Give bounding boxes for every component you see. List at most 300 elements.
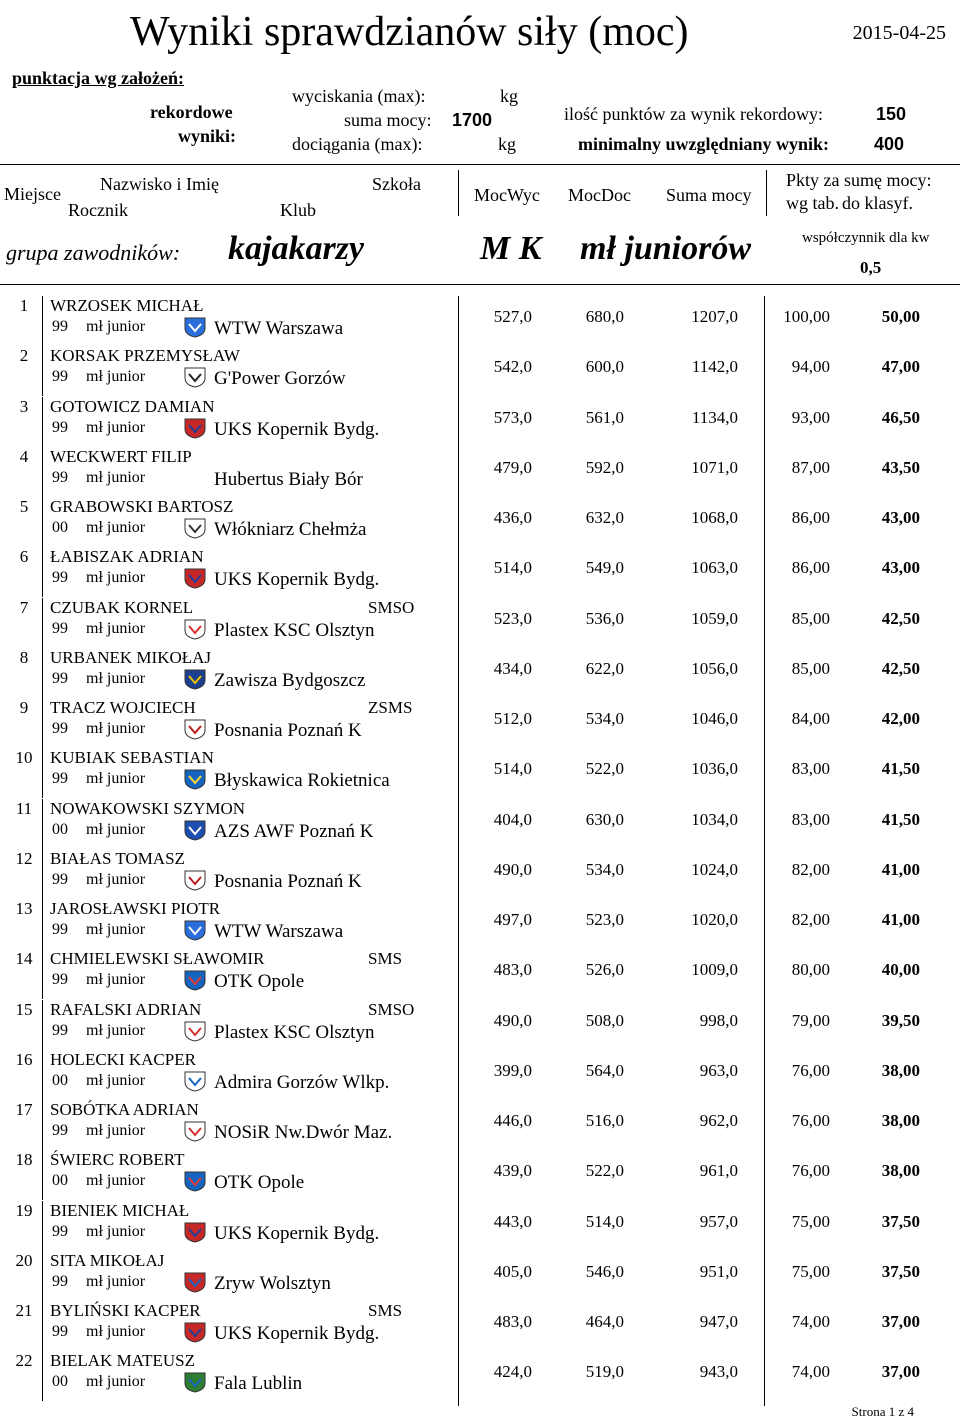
moc-doc-value: 561,0 bbox=[585, 407, 624, 427]
athlete-name: WRZOSEK MICHAŁ bbox=[50, 296, 204, 315]
group-divider bbox=[0, 284, 960, 285]
row-separator bbox=[42, 1000, 43, 1050]
points-do-klasyf: 39,50 bbox=[881, 1010, 920, 1030]
athlete-name: URBANEK MIKOŁAJ bbox=[50, 647, 212, 667]
athlete-name: SOBÓTKA ADRIAN bbox=[50, 1100, 199, 1119]
birth-year: 99 bbox=[52, 971, 68, 989]
moc-wyc-value: 479,0 bbox=[493, 457, 532, 477]
moc-doc-value: 516,0 bbox=[585, 1111, 624, 1130]
points-do-klasyf: 42,50 bbox=[881, 658, 920, 678]
dociagania-unit: kg bbox=[498, 134, 516, 154]
col-nazwisko: Nazwisko i Imię bbox=[100, 174, 219, 194]
suma-mocy-value: 1046,0 bbox=[691, 709, 738, 728]
points-wg-tab: 83,00 bbox=[791, 759, 830, 779]
athlete-name: JAROSŁAWSKI PIOTR bbox=[50, 899, 221, 918]
points-wg-tab: 75,00 bbox=[791, 1261, 830, 1281]
moc-wyc-value: 434,0 bbox=[493, 658, 532, 678]
rank: 11 bbox=[15, 798, 33, 818]
club-name: UKS Kopernik Bydg. bbox=[214, 1323, 380, 1344]
blyskawica-badge-icon bbox=[183, 768, 207, 790]
age-category: mł junior bbox=[86, 519, 146, 536]
age-category: mł junior bbox=[86, 368, 146, 386]
table-row bbox=[0, 1351, 960, 1401]
points-wg-tab: 76,00 bbox=[791, 1111, 830, 1130]
row-separator bbox=[42, 296, 43, 346]
athlete-name: ŁABISZAK ADRIAN bbox=[50, 547, 204, 567]
report-date: 2015-04-25 bbox=[852, 22, 946, 44]
age-category: mł junior bbox=[86, 418, 146, 436]
rank: 20 bbox=[15, 1250, 33, 1270]
header-separator bbox=[766, 170, 767, 216]
points-wg-tab: 80,00 bbox=[791, 960, 830, 980]
table-row bbox=[0, 899, 960, 949]
age-category: mł junior bbox=[86, 870, 146, 888]
rank: 14 bbox=[15, 949, 33, 969]
school: SMSO bbox=[368, 597, 415, 617]
moc-wyc-value: 497,0 bbox=[493, 910, 532, 929]
row-separator bbox=[42, 547, 43, 597]
rank: 8 bbox=[19, 647, 29, 667]
birth-year: 99 bbox=[52, 569, 68, 587]
moc-doc-value: 592,0 bbox=[585, 457, 624, 477]
table-row bbox=[0, 648, 960, 698]
points-do-klasyf: 41,00 bbox=[881, 859, 920, 879]
table-row bbox=[0, 1150, 960, 1200]
moc-wyc-value: 523,0 bbox=[493, 608, 532, 628]
moc-doc-value: 564,0 bbox=[585, 1060, 624, 1080]
rank: 2 bbox=[19, 346, 29, 366]
birth-year: 99 bbox=[52, 770, 68, 788]
table-row bbox=[0, 799, 960, 849]
rank: 7 bbox=[19, 597, 29, 617]
birth-year: 00 bbox=[52, 519, 68, 536]
athlete-name: BIELAK MATEUSZ bbox=[50, 1351, 195, 1371]
kopernik-emblem-icon bbox=[183, 567, 207, 589]
points-wg-tab: 74,00 bbox=[791, 1362, 830, 1382]
school: SMS bbox=[368, 1301, 403, 1320]
table-row bbox=[0, 1000, 960, 1050]
row-separator bbox=[42, 1150, 43, 1200]
points-do-klasyf: 37,50 bbox=[881, 1261, 920, 1281]
points-do-klasyf: 43,00 bbox=[881, 558, 920, 578]
col-suma-mocy: Suma mocy bbox=[666, 185, 752, 205]
suma-mocy-label: suma mocy: bbox=[344, 110, 432, 130]
table-row bbox=[0, 1301, 960, 1351]
row-separator bbox=[42, 1301, 43, 1351]
group-mk: M K bbox=[480, 230, 542, 267]
row-separator bbox=[42, 346, 43, 396]
club-name: Plastex KSC Olsztyn bbox=[214, 619, 375, 641]
table-row bbox=[0, 598, 960, 648]
gorzow-kayaker-icon bbox=[183, 366, 207, 388]
moc-wyc-value: 446,0 bbox=[493, 1111, 532, 1130]
age-category: mł junior bbox=[86, 1172, 146, 1190]
club-name: WTW Warszawa bbox=[214, 921, 344, 942]
birth-year: 99 bbox=[52, 368, 68, 386]
athlete-name: BYLIŃSKI KACPER bbox=[50, 1301, 201, 1320]
points-wg-tab: 85,00 bbox=[791, 658, 830, 678]
moc-wyc-value: 483,0 bbox=[493, 960, 532, 980]
club-name: UKS Kopernik Bydg. bbox=[214, 418, 380, 440]
birth-year: 99 bbox=[52, 1021, 68, 1039]
points-do-klasyf: 42,50 bbox=[881, 608, 920, 628]
plastex-kayak-icon bbox=[183, 618, 207, 640]
birth-year: 99 bbox=[52, 1122, 68, 1139]
posnania-badge-icon bbox=[183, 869, 207, 891]
rank: 18 bbox=[15, 1150, 33, 1170]
athlete-name: SITA MIKOŁAJ bbox=[50, 1250, 165, 1270]
moc-doc-value: 508,0 bbox=[585, 1010, 624, 1030]
moc-doc-value: 546,0 bbox=[585, 1261, 624, 1281]
moc-doc-value: 522,0 bbox=[585, 1161, 624, 1181]
suma-mocy-value: 1063,0 bbox=[691, 558, 738, 578]
page-number: Strona 1 z 4 bbox=[851, 1404, 914, 1419]
birth-year: 99 bbox=[52, 619, 68, 637]
rank: 17 bbox=[15, 1100, 33, 1119]
club-name: Zryw Wolsztyn bbox=[214, 1272, 331, 1294]
suma-mocy-value: 957,0 bbox=[699, 1211, 738, 1231]
suma-mocy-value: 998,0 bbox=[699, 1010, 738, 1030]
group-name: kajakarzy bbox=[228, 230, 364, 267]
punktacja-label: punktacja wg założeń: bbox=[12, 68, 184, 88]
rank: 10 bbox=[15, 748, 33, 768]
row-separator bbox=[42, 1201, 43, 1251]
club-name: Włókniarz Chełmża bbox=[214, 519, 367, 540]
athlete-name: NOWAKOWSKI SZYMON bbox=[50, 798, 246, 818]
group-age: mł juniorów bbox=[580, 230, 752, 267]
row-separator bbox=[42, 397, 43, 447]
wtw-shield-icon bbox=[183, 919, 207, 941]
suma-mocy-value: 1034,0 bbox=[691, 809, 738, 829]
points-do-klasyf: 43,50 bbox=[881, 457, 920, 477]
points-do-klasyf: 38,00 bbox=[881, 1161, 920, 1181]
moc-doc-value: 464,0 bbox=[585, 1312, 624, 1331]
moc-doc-value: 534,0 bbox=[585, 859, 624, 879]
club-name: Posnania Poznań K bbox=[214, 870, 362, 892]
suma-mocy-value: 962,0 bbox=[699, 1111, 738, 1130]
admira-kayaker-icon bbox=[183, 1070, 207, 1092]
points-wg-tab: 85,00 bbox=[791, 608, 830, 628]
rank: 22 bbox=[15, 1351, 33, 1371]
row-separator bbox=[42, 849, 43, 899]
club-name: Błyskawica Rokietnica bbox=[214, 770, 390, 792]
points-wg-tab: 86,00 bbox=[791, 508, 830, 527]
age-category: mł junior bbox=[86, 720, 146, 737]
row-separator bbox=[42, 648, 43, 698]
kopernik-emblem-icon bbox=[183, 1221, 207, 1243]
row-separator bbox=[42, 698, 43, 748]
moc-doc-value: 522,0 bbox=[585, 759, 624, 779]
moc-doc-value: 514,0 bbox=[585, 1211, 624, 1231]
column-separator bbox=[764, 296, 765, 1406]
birth-year: 00 bbox=[52, 1071, 68, 1089]
points-do-klasyf: 42,00 bbox=[881, 709, 920, 728]
suma-mocy-value: 1036,0 bbox=[691, 759, 738, 779]
points-wg-tab: 83,00 bbox=[791, 809, 830, 829]
points-do-klasyf: 47,00 bbox=[881, 357, 920, 377]
club-name: Hubertus Biały Bór bbox=[214, 468, 363, 490]
moc-wyc-value: 490,0 bbox=[493, 859, 532, 879]
rank: 16 bbox=[15, 1049, 33, 1069]
age-category: mł junior bbox=[86, 1021, 146, 1039]
suma-mocy-value: 1068,0 bbox=[691, 508, 738, 527]
suma-mocy-value: 1020,0 bbox=[691, 910, 738, 929]
rank: 21 bbox=[15, 1301, 33, 1320]
points-wg-tab: 74,00 bbox=[791, 1312, 830, 1331]
table-row bbox=[0, 1100, 960, 1150]
suma-mocy-value: 1700 bbox=[452, 110, 493, 130]
table-row bbox=[0, 497, 960, 547]
age-category: mł junior bbox=[86, 1222, 146, 1240]
header-divider bbox=[0, 164, 960, 165]
points-wg-tab: 76,00 bbox=[791, 1060, 830, 1080]
points-do-klasyf: 38,00 bbox=[881, 1111, 920, 1130]
table-row bbox=[0, 1201, 960, 1251]
school: SMSO bbox=[368, 999, 415, 1019]
moc-wyc-value: 514,0 bbox=[493, 558, 532, 578]
points-do-klasyf: 38,00 bbox=[881, 1060, 920, 1080]
rank: 12 bbox=[15, 848, 33, 868]
crossed-paddles-icon bbox=[183, 517, 207, 539]
birth-year: 99 bbox=[52, 418, 68, 436]
points-do-klasyf: 41,50 bbox=[881, 809, 920, 829]
school: ZSMS bbox=[368, 698, 413, 717]
moc-doc-value: 600,0 bbox=[585, 357, 624, 377]
age-category: mł junior bbox=[86, 1122, 146, 1139]
points-do-klasyf: 41,00 bbox=[881, 910, 920, 929]
rank: 13 bbox=[15, 899, 33, 918]
table-row bbox=[0, 547, 960, 597]
points-wg-tab: 100,00 bbox=[783, 307, 830, 326]
points-wg-tab: 82,00 bbox=[791, 910, 830, 929]
row-separator bbox=[42, 748, 43, 798]
suma-mocy-value: 1071,0 bbox=[691, 457, 738, 477]
moc-doc-value: 632,0 bbox=[585, 508, 624, 527]
club-name: OTK Opole bbox=[214, 971, 305, 993]
suma-mocy-value: 1059,0 bbox=[691, 608, 738, 628]
points-do-klasyf: 46,50 bbox=[881, 407, 920, 427]
zawisza-shield-icon bbox=[183, 668, 207, 690]
moc-doc-value: 680,0 bbox=[585, 307, 624, 326]
club-name: NOSiR Nw.Dwór Maz. bbox=[214, 1122, 393, 1143]
otk-badge-icon bbox=[183, 1170, 207, 1192]
col-klub: Klub bbox=[280, 200, 316, 220]
points-wg-tab: 76,00 bbox=[791, 1161, 830, 1181]
club-name: G'Power Gorzów bbox=[214, 368, 346, 390]
moc-wyc-value: 399,0 bbox=[493, 1060, 532, 1080]
group-label: grupa zawodników: bbox=[6, 240, 181, 265]
athlete-name: BIAŁAS TOMASZ bbox=[50, 848, 185, 868]
rank: 5 bbox=[19, 497, 29, 516]
fala-badge-icon bbox=[183, 1371, 207, 1393]
suma-mocy-value: 963,0 bbox=[699, 1060, 738, 1080]
club-name: UKS Kopernik Bydg. bbox=[214, 569, 380, 591]
minimalny-wynik-label: minimalny uwzględniany wynik: bbox=[578, 134, 830, 154]
age-category: mł junior bbox=[86, 971, 146, 989]
table-row bbox=[0, 1050, 960, 1100]
nosir-kayak-icon bbox=[183, 1120, 207, 1142]
birth-year: 99 bbox=[52, 870, 68, 888]
row-separator bbox=[42, 497, 43, 547]
plastex-kayak-icon bbox=[183, 1020, 207, 1042]
moc-doc-value: 622,0 bbox=[585, 658, 624, 678]
moc-wyc-value: 439,0 bbox=[493, 1161, 532, 1181]
rekordowe-label-1: rekordowe bbox=[150, 102, 233, 122]
birth-year: 99 bbox=[52, 921, 68, 938]
minimalny-wynik-value: 400 bbox=[874, 134, 905, 154]
rank: 19 bbox=[15, 1200, 33, 1220]
birth-year: 99 bbox=[52, 720, 68, 737]
posnania-badge-icon bbox=[183, 718, 207, 740]
moc-doc-value: 519,0 bbox=[585, 1362, 624, 1382]
table-row bbox=[0, 849, 960, 899]
moc-wyc-value: 483,0 bbox=[493, 1312, 532, 1331]
table-row bbox=[0, 447, 960, 497]
rank: 1 bbox=[19, 296, 29, 315]
wyciskania-label: wyciskania (max): bbox=[292, 86, 426, 106]
club-name: WTW Warszawa bbox=[214, 318, 344, 339]
age-category: mł junior bbox=[86, 1373, 146, 1391]
row-separator bbox=[42, 1100, 43, 1150]
athlete-name: GRABOWSKI BARTOSZ bbox=[50, 497, 234, 516]
suma-mocy-value: 1024,0 bbox=[691, 859, 738, 879]
row-separator bbox=[42, 447, 43, 497]
age-category: mł junior bbox=[86, 1272, 146, 1290]
points-wg-tab: 94,00 bbox=[791, 357, 830, 377]
zryw-shield-icon bbox=[183, 1271, 207, 1293]
moc-doc-value: 536,0 bbox=[585, 608, 624, 628]
athlete-name: CZUBAK KORNEL bbox=[50, 597, 194, 617]
moc-wyc-value: 490,0 bbox=[493, 1010, 532, 1030]
ilosc-punktow-value: 150 bbox=[876, 104, 907, 124]
points-do-klasyf: 43,00 bbox=[881, 508, 920, 527]
col-mocdoc: MocDoc bbox=[568, 185, 631, 205]
age-category: mł junior bbox=[86, 820, 146, 838]
table-row bbox=[0, 748, 960, 798]
col-rocznik: Rocznik bbox=[68, 200, 128, 220]
points-wg-tab: 82,00 bbox=[791, 859, 830, 879]
suma-mocy-value: 1142,0 bbox=[691, 357, 738, 377]
birth-year: 99 bbox=[52, 1272, 68, 1290]
points-wg-tab: 84,00 bbox=[791, 709, 830, 728]
club-name: Plastex KSC Olsztyn bbox=[214, 1021, 375, 1043]
birth-year: 99 bbox=[52, 1222, 68, 1240]
suma-mocy-value: 1134,0 bbox=[691, 407, 738, 427]
athlete-name: HOLECKI KACPER bbox=[50, 1049, 196, 1069]
age-category: mł junior bbox=[86, 619, 146, 637]
moc-wyc-value: 573,0 bbox=[493, 407, 532, 427]
row-separator bbox=[42, 1050, 43, 1100]
club-name: OTK Opole bbox=[214, 1172, 305, 1194]
suma-mocy-value: 1009,0 bbox=[691, 960, 738, 980]
school: SMS bbox=[368, 949, 403, 969]
wtw-shield-icon bbox=[183, 316, 207, 338]
points-wg-tab: 86,00 bbox=[791, 558, 830, 578]
club-name: UKS Kopernik Bydg. bbox=[214, 1222, 380, 1244]
suma-mocy-value: 1207,0 bbox=[691, 307, 738, 326]
age-category: mł junior bbox=[86, 318, 146, 335]
athlete-name: GOTOWICZ DAMIAN bbox=[50, 396, 215, 416]
suma-mocy-value: 947,0 bbox=[699, 1312, 738, 1331]
kopernik-emblem-icon bbox=[183, 417, 207, 439]
moc-doc-value: 549,0 bbox=[585, 558, 624, 578]
col-do-klasyf: do klasyf. bbox=[842, 193, 913, 213]
row-separator bbox=[42, 1351, 43, 1401]
row-separator bbox=[42, 598, 43, 648]
points-do-klasyf: 37,00 bbox=[881, 1312, 920, 1331]
page-title: Wyniki sprawdzianów siły (moc) bbox=[130, 9, 689, 55]
col-wg-tab: wg tab. bbox=[786, 193, 839, 213]
rank: 15 bbox=[15, 999, 33, 1019]
age-category: mł junior bbox=[86, 569, 146, 587]
table-row bbox=[0, 346, 960, 396]
moc-wyc-value: 542,0 bbox=[493, 357, 532, 377]
rank: 9 bbox=[19, 698, 29, 717]
points-wg-tab: 93,00 bbox=[791, 407, 830, 427]
moc-doc-value: 523,0 bbox=[585, 910, 624, 929]
azs-badge-icon bbox=[183, 819, 207, 841]
points-wg-tab: 79,00 bbox=[791, 1010, 830, 1030]
birth-year: 00 bbox=[52, 820, 68, 838]
column-separator bbox=[458, 296, 459, 1406]
row-separator bbox=[42, 949, 43, 999]
birth-year: 99 bbox=[52, 669, 68, 687]
birth-year: 00 bbox=[52, 1172, 68, 1190]
dociagania-label: dociągania (max): bbox=[292, 134, 423, 154]
row-separator bbox=[42, 1251, 43, 1301]
points-wg-tab: 87,00 bbox=[791, 457, 830, 477]
club-name: Posnania Poznań K bbox=[214, 720, 362, 741]
table-row bbox=[0, 1251, 960, 1301]
suma-mocy-value: 943,0 bbox=[699, 1362, 738, 1382]
moc-wyc-value: 404,0 bbox=[493, 809, 532, 829]
table-row bbox=[0, 698, 960, 748]
moc-wyc-value: 514,0 bbox=[493, 759, 532, 779]
moc-doc-value: 534,0 bbox=[585, 709, 624, 728]
table-row bbox=[0, 296, 960, 346]
col-miejsce: Miejsce bbox=[4, 184, 61, 204]
age-category: mł junior bbox=[86, 468, 146, 486]
age-category: mł junior bbox=[86, 770, 146, 788]
birth-year: 99 bbox=[52, 468, 68, 486]
athlete-name: BIENIEK MICHAŁ bbox=[50, 1200, 190, 1220]
birth-year: 00 bbox=[52, 1373, 68, 1391]
points-wg-tab: 75,00 bbox=[791, 1211, 830, 1231]
rekordowe-label-2: wyniki: bbox=[178, 126, 237, 146]
row-separator bbox=[42, 899, 43, 949]
points-do-klasyf: 37,00 bbox=[881, 1362, 920, 1382]
athlete-name: KORSAK PRZEMYSŁAW bbox=[50, 346, 240, 366]
table-row bbox=[0, 397, 960, 447]
ilosc-punktow-label: ilość punktów za wynik rekordowy: bbox=[564, 104, 823, 124]
birth-year: 99 bbox=[52, 1323, 68, 1340]
otk-badge-icon bbox=[183, 969, 207, 991]
age-category: mł junior bbox=[86, 921, 146, 938]
club-name: AZS AWF Poznań K bbox=[214, 820, 374, 842]
coefficient-label: współczynnik dla kw bbox=[802, 230, 930, 246]
moc-doc-value: 630,0 bbox=[585, 809, 624, 829]
points-do-klasyf: 37,50 bbox=[881, 1211, 920, 1231]
points-do-klasyf: 50,00 bbox=[881, 307, 920, 326]
rank: 6 bbox=[19, 547, 29, 567]
moc-wyc-value: 512,0 bbox=[493, 709, 532, 728]
club-name: Zawisza Bydgoszcz bbox=[214, 669, 366, 691]
header-separator bbox=[458, 170, 459, 216]
rank: 3 bbox=[19, 396, 29, 416]
athlete-name: CHMIELEWSKI SŁAWOMIR bbox=[50, 949, 265, 969]
moc-wyc-value: 443,0 bbox=[493, 1211, 532, 1231]
athlete-name: ŚWIERC ROBERT bbox=[50, 1150, 185, 1170]
